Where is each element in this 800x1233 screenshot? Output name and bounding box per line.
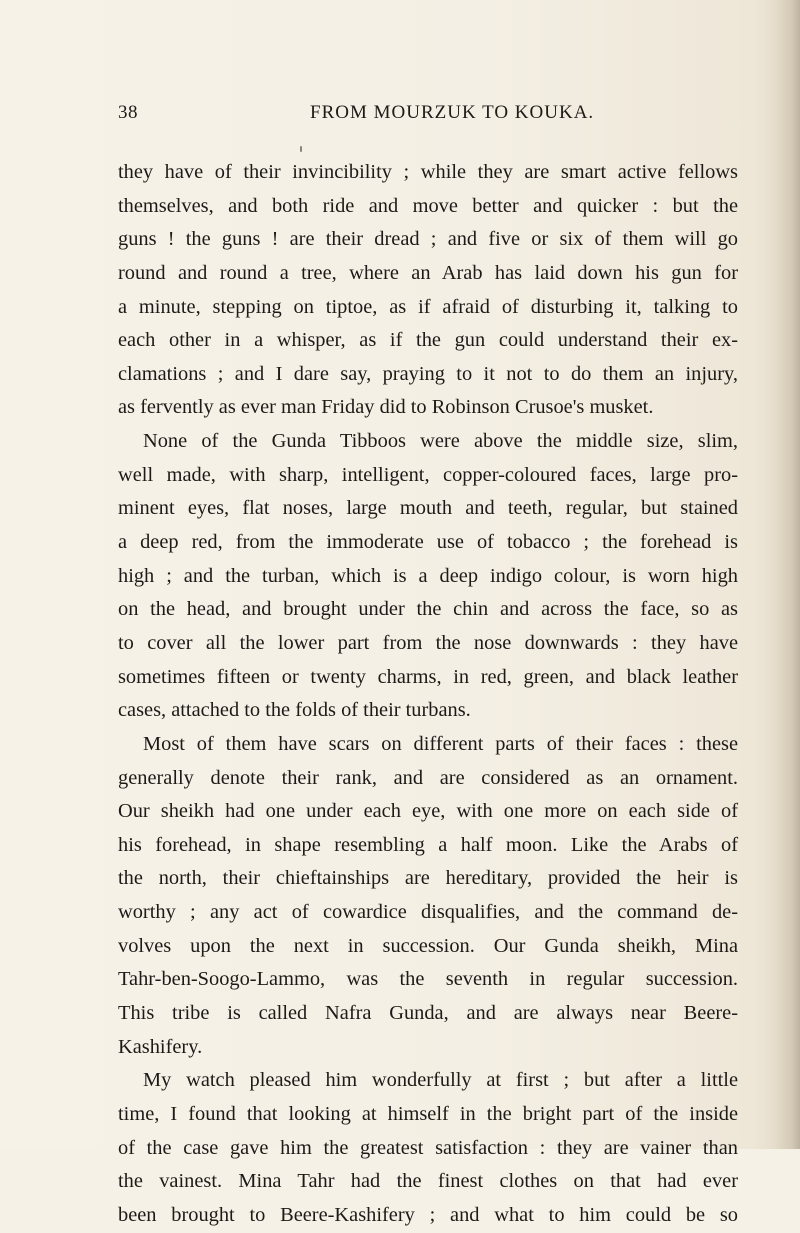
- page-edge-shadow: [774, 0, 800, 1149]
- paragraph-start-line: My watch pleased him wonderfully at first ; but after a little: [143, 1069, 738, 1092]
- text-line: cases, attached to the folds of their turbans.: [118, 699, 471, 722]
- text-line: of the case gave him the greatest satisfaction : they are vainer than: [118, 1136, 738, 1159]
- text-line: they have of their invincibility ; while they are smart active fellows: [118, 161, 738, 183]
- text-line: Tahr-ben-Soogo-Lammo, was the seventh in regular succession.: [118, 968, 738, 991]
- text-line: Our sheikh had one under each eye, with one more on each side of: [118, 800, 738, 823]
- text-line: themselves, and both ride and move better and quicker : but the: [118, 194, 738, 217]
- text-line: a deep red, from the immoderate use of tobacco ; the forehead is: [118, 531, 738, 554]
- text-line: generally denote their rank, and are considered as an ornament.: [118, 766, 738, 789]
- text-line: on the head, and brought under the chin and across the face, so as: [118, 598, 738, 621]
- text-line: each other in a whisper, as if the gun could understand their ex-: [118, 329, 738, 352]
- running-title: FROM MOURZUK TO KOUKA.: [310, 102, 595, 123]
- text-line: minent eyes, flat noses, large mouth and teeth, regular, but stained: [118, 497, 738, 520]
- text-line: clamations ; and I dare say, praying to it not to do them an injury,: [118, 362, 738, 385]
- text-body: [118, 156, 738, 1233]
- text-line: This tribe is called Nafra Gunda, and are always near Beere-: [118, 1002, 738, 1025]
- text-line: high ; and the turban, which is a deep indigo colour, is worn high: [118, 564, 738, 587]
- text-line: sometimes fifteen or twenty charms, in red, green, and black leather: [118, 665, 738, 688]
- text-line: volves upon the next in succession. Our Gunda sheikh, Mina: [118, 934, 738, 957]
- text-line: the vainest. Mina Tahr had the finest clothes on that had ever: [118, 1170, 738, 1193]
- text-line: worthy ; any act of cowardice disqualifies, and the command de-: [118, 901, 738, 924]
- page-number: 38: [118, 102, 138, 123]
- text-line: to cover all the lower part from the nose downwards : they have: [118, 631, 738, 654]
- text-line: the north, their chieftainships are hereditary, provided the heir is: [118, 867, 738, 890]
- text-line: well made, with sharp, intelligent, copper-coloured faces, large pro-: [118, 463, 738, 486]
- ink-speck: [300, 146, 302, 152]
- paragraph-start-line: None of the Gunda Tibboos were above the middle size, slim,: [143, 430, 738, 453]
- text-line: his forehead, in shape resembling a half moon. Like the Arabs of: [118, 833, 738, 856]
- text-line: Kashifery.: [118, 1035, 203, 1058]
- paragraph-start-line: Most of them have scars on different parts of their faces : these: [143, 732, 738, 755]
- text-line: guns ! the guns ! are their dread ; and five or six of them will go: [118, 228, 738, 251]
- text-line: a minute, stepping on tiptoe, as if afraid of disturbing it, talking to: [118, 295, 738, 318]
- text-line: time, I found that looking at himself in the bright part of the inside: [118, 1102, 738, 1125]
- running-head: [118, 102, 738, 130]
- text-line: round and round a tree, where an Arab has laid down his gun for: [118, 261, 738, 284]
- text-line: as fervently as ever man Friday did to Robinson Crusoe's musket.: [118, 396, 654, 419]
- text-line: been brought to Beere-Kashifery ; and what to him could be so: [118, 1203, 738, 1226]
